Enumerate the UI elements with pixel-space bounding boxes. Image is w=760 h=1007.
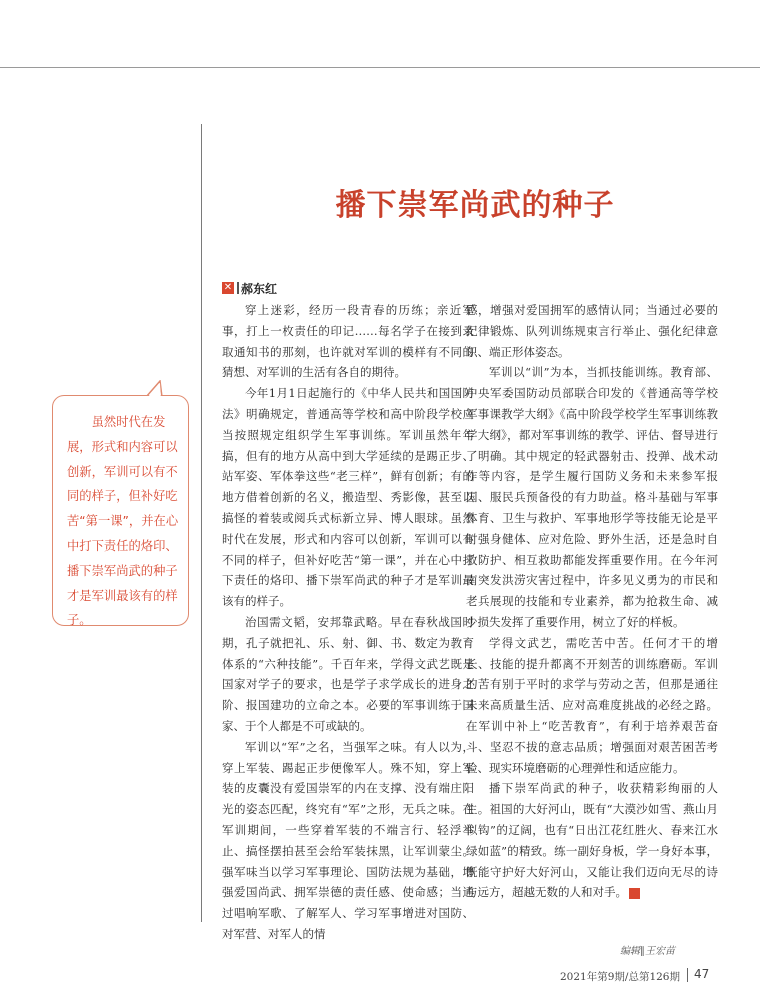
end-mark-icon: G	[629, 888, 640, 899]
paragraph: 军训以“训”为本，当抓技能训练。教育部、中央军委国防动员部联合印发的《普通高等学校军事课教学大纲》《高中阶段学校学生军事训练教学大纲》，都对军事训练的教学、评估、督导进行了明确。其中规定的轻武器射击、投弹、战术动作等内容，是学生履行国防义务和未来参军报国、服民兵预备役的有力助益。格斗基础与军事体育、卫生与救护、军事地形学等技能无论是平时强身健体、应对危险、野外生活，还是急时自救防护、相互救助都能发挥重要作用。在今年河南突发洪涝灾害过程中，许多见义勇为的市民和老兵展现的技能和专业素养，都为抢救生命、减少损失发挥了重要作用，树立了好的样板。	[466, 365, 718, 629]
column-divider	[201, 124, 202, 922]
page-number-divider	[687, 968, 688, 982]
paragraph: 军训以“军”之名，当强军之味。有人以为，穿上军装、踢起正步便像军人。殊不知，穿上军装的皮囊没有爱国崇军的内在支撑、没有端庄阳光的姿态匹配，终究有“军”之形，无兵之味。在军训期间，一些穿着军装的不端言行、轻浮举止、搞怪摆拍甚至会给军装抹黑，让军训蒙尘。强军味当以学习军事理论、国防法规为基础，增强爱国尚武、拥军崇德的责任感、使命感；当通过唱响军歌、了解军人、学习军事增进对国防、对军营、对军人的情	[222, 739, 474, 941]
paragraph: 穿上迷彩，经历一段青春的历练；亲近军事，打上一枚责任的印记……每名学子在接到录取通知书的那刻，也许就对军训的模样有不同的猜想、对军训的生活有各自的期待。	[222, 303, 474, 380]
byline	[222, 280, 277, 296]
paragraph: 治国需文韬，安邦靠武略。早在春秋战国时期，孔子就把礼、乐、射、御、书、数定为教育体系的“六种技能”。千百年来，学得文武艺既是国家对学子的要求，也是学子求学成长的进身之阶、报国建功的立命之本。必要的军事训练于国家、于个人都是不可或缺的。	[222, 614, 474, 733]
paragraph: 学得文武艺，需吃苦中苦。任何才干的增长、技能的提升都离不开刻苦的训练磨砺。军训的苦有别于平时的求学与劳动之苦，但那是通往未来高质量生活、应对高难度挑战的必经之路。在军训中补上“吃苦教育”，有利于培养艰苦奋斗、坚忍不拔的意志品质；增强面对艰苦困苦考验、现实环境磨砺的心理弹性和适应能力。	[466, 635, 718, 775]
paragraph: 今年1月1日起施行的《中华人民共和国国防法》明确规定，普通高等学校和高中阶段学校应当按照规定组织学生军事训练。军训虽然年年搞，但有的地方从高中到大学延续的是踢正步、站军姿、军体拳这些“老三样”，鲜有创新；有的地方借着创新的名义，搬造型、秀影像，甚至以搞怪的着装或阅兵式标新立异、博人眼球。虽然时代在发展，形式和内容可以创新，军训可以有不同的样子，但补好吃苦“第一课”，并在心中打下责任的烙印、播下崇军尚武的种子才是军训最该有的样子。	[222, 386, 474, 609]
byline-bar	[237, 282, 239, 294]
author-name: 郝东红	[241, 281, 278, 296]
body-column-right	[466, 300, 718, 903]
editor-credit: 编辑∥王宏苗	[620, 946, 675, 957]
body-column-left	[222, 300, 474, 945]
paragraph-text: 播下崇军尚武的种子，收获精彩绚丽的人生。祖国的大好河山，既有“大漠沙如雪、燕山月似钩”的辽阔，也有“日出江花红胜火、春来江水绿如蓝”的精致。练一副好身板，学一身好本事，既能守护好大好河山，又能让我们迈向无尽的诗与远方，超越无数的人和对手。	[466, 781, 718, 900]
header-rule	[0, 67, 760, 68]
article-title: 播下崇军尚武的种子	[335, 188, 615, 223]
page-number: 47	[694, 967, 710, 981]
author-mark-icon: ✕	[223, 282, 233, 293]
pullquote: 虽然时代在发展，形式和内容可以创新，军训可以有不同的样子，但补好吃苦“第一课”，并在心中打下责任的烙印、播下崇军尚武的种子才是军训最该有的样子。	[52, 395, 189, 626]
pullquote-tail-cover	[146, 380, 164, 397]
issue-info: 2021年第9期/总第126期	[560, 971, 680, 983]
paragraph: 感，增强对爱国拥军的感情认同；当通过必要的纪律锻炼、队列训练规束言行举止、强化纪律意识、端正形体姿态。	[466, 303, 718, 359]
paragraph-last	[466, 778, 718, 903]
